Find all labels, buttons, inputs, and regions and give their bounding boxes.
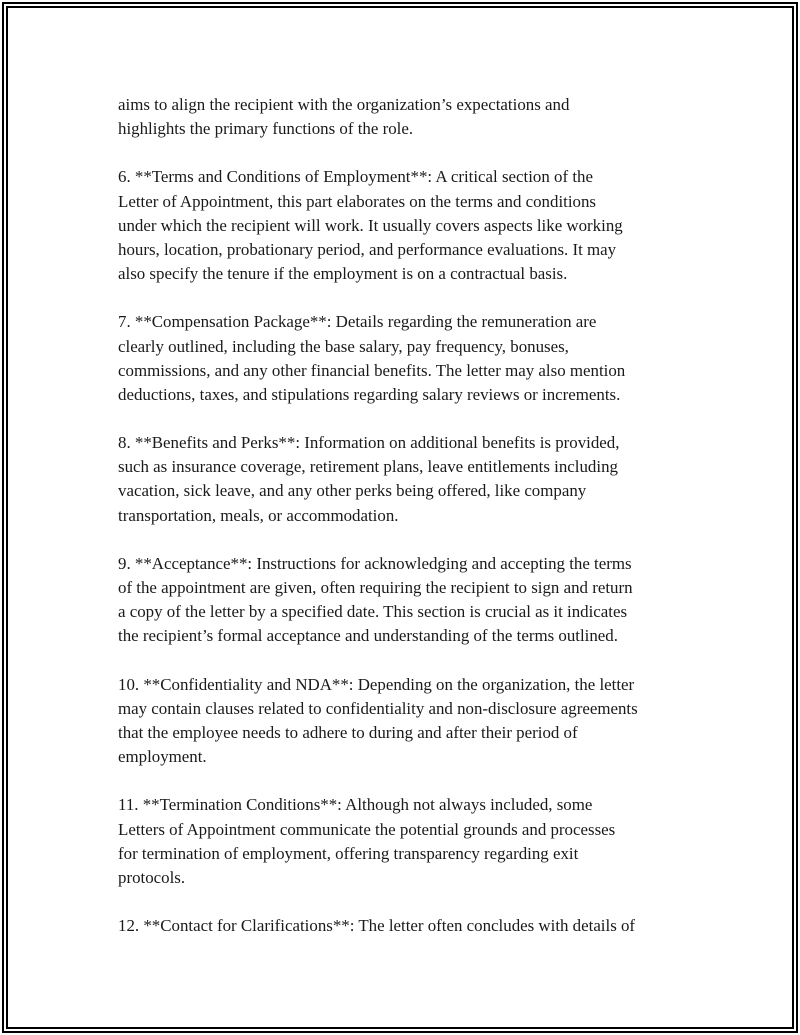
text-line: under which the recipient will work. It usually covers aspects like working bbox=[118, 215, 623, 235]
text-line: 10. **Confidentiality and NDA**: Depending on the organization, the letter bbox=[118, 674, 635, 694]
text-line: protocols. bbox=[118, 867, 186, 887]
paragraph-contact-for-clarifications bbox=[118, 914, 693, 938]
text-line: that the employee needs to adhere to during and after their period of bbox=[118, 722, 578, 742]
text-line: commissions, and any other financial benefits. The letter may also mention bbox=[118, 360, 626, 380]
text-line: Letter of Appointment, this part elaborates on the terms and conditions bbox=[118, 191, 596, 211]
paragraph-terms-and-conditions bbox=[118, 165, 693, 286]
text-line: a copy of the letter by a specified date. This section is crucial as it indicates bbox=[118, 602, 628, 622]
text-line: 6. **Terms and Conditions of Employment**: A critical section of the bbox=[118, 167, 593, 187]
text-line: highlights the primary functions of the role. bbox=[118, 119, 414, 139]
paragraph-confidentiality-and-nda bbox=[118, 673, 693, 770]
text-line: for termination of employment, offering transparency regarding exit bbox=[118, 843, 579, 863]
text-line: transportation, meals, or accommodation. bbox=[118, 505, 399, 525]
text-line: the recipient’s formal acceptance and understanding of the terms outlined. bbox=[118, 626, 618, 646]
text-line: 7. **Compensation Package**: Details regarding the remuneration are bbox=[118, 312, 597, 332]
text-line: 8. **Benefits and Perks**: Information on additional benefits is provided, bbox=[118, 433, 620, 453]
text-line: Letters of Appointment communicate the potential grounds and processes bbox=[118, 819, 616, 839]
text-line: aims to align the recipient with the organization’s expectations and bbox=[118, 95, 570, 114]
text-line: also specify the tenure if the employment is on a contractual basis. bbox=[118, 264, 568, 284]
text-line: 9. **Acceptance**: Instructions for acknowledging and accepting the terms bbox=[118, 553, 632, 573]
paragraph-compensation-package bbox=[118, 310, 693, 407]
text-line: employment. bbox=[118, 747, 207, 767]
text-line: hours, location, probationary period, and performance evaluations. It may bbox=[118, 239, 617, 259]
paragraph-role-functions bbox=[118, 93, 693, 141]
text-line: such as insurance coverage, retirement plans, leave entitlements including bbox=[118, 457, 618, 477]
paragraph-benefits-and-perks bbox=[118, 431, 693, 528]
document-body bbox=[118, 93, 693, 938]
text-line: of the appointment are given, often requiring the recipient to sign and return bbox=[118, 578, 633, 598]
text-line: deductions, taxes, and stipulations regarding salary reviews or increments. bbox=[118, 384, 621, 404]
text-line: vacation, sick leave, and any other perks being offered, like company bbox=[118, 481, 587, 501]
text-line: 12. **Contact for Clarifications**: The letter often concludes with details of bbox=[118, 916, 636, 936]
text-line: may contain clauses related to confidentiality and non-disclosure agreements bbox=[118, 698, 638, 718]
paragraph-acceptance bbox=[118, 552, 693, 649]
text-line: 11. **Termination Conditions**: Although not always included, some bbox=[118, 795, 593, 815]
text-line: clearly outlined, including the base salary, pay frequency, bonuses, bbox=[118, 336, 569, 356]
paragraph-termination-conditions bbox=[118, 793, 693, 890]
